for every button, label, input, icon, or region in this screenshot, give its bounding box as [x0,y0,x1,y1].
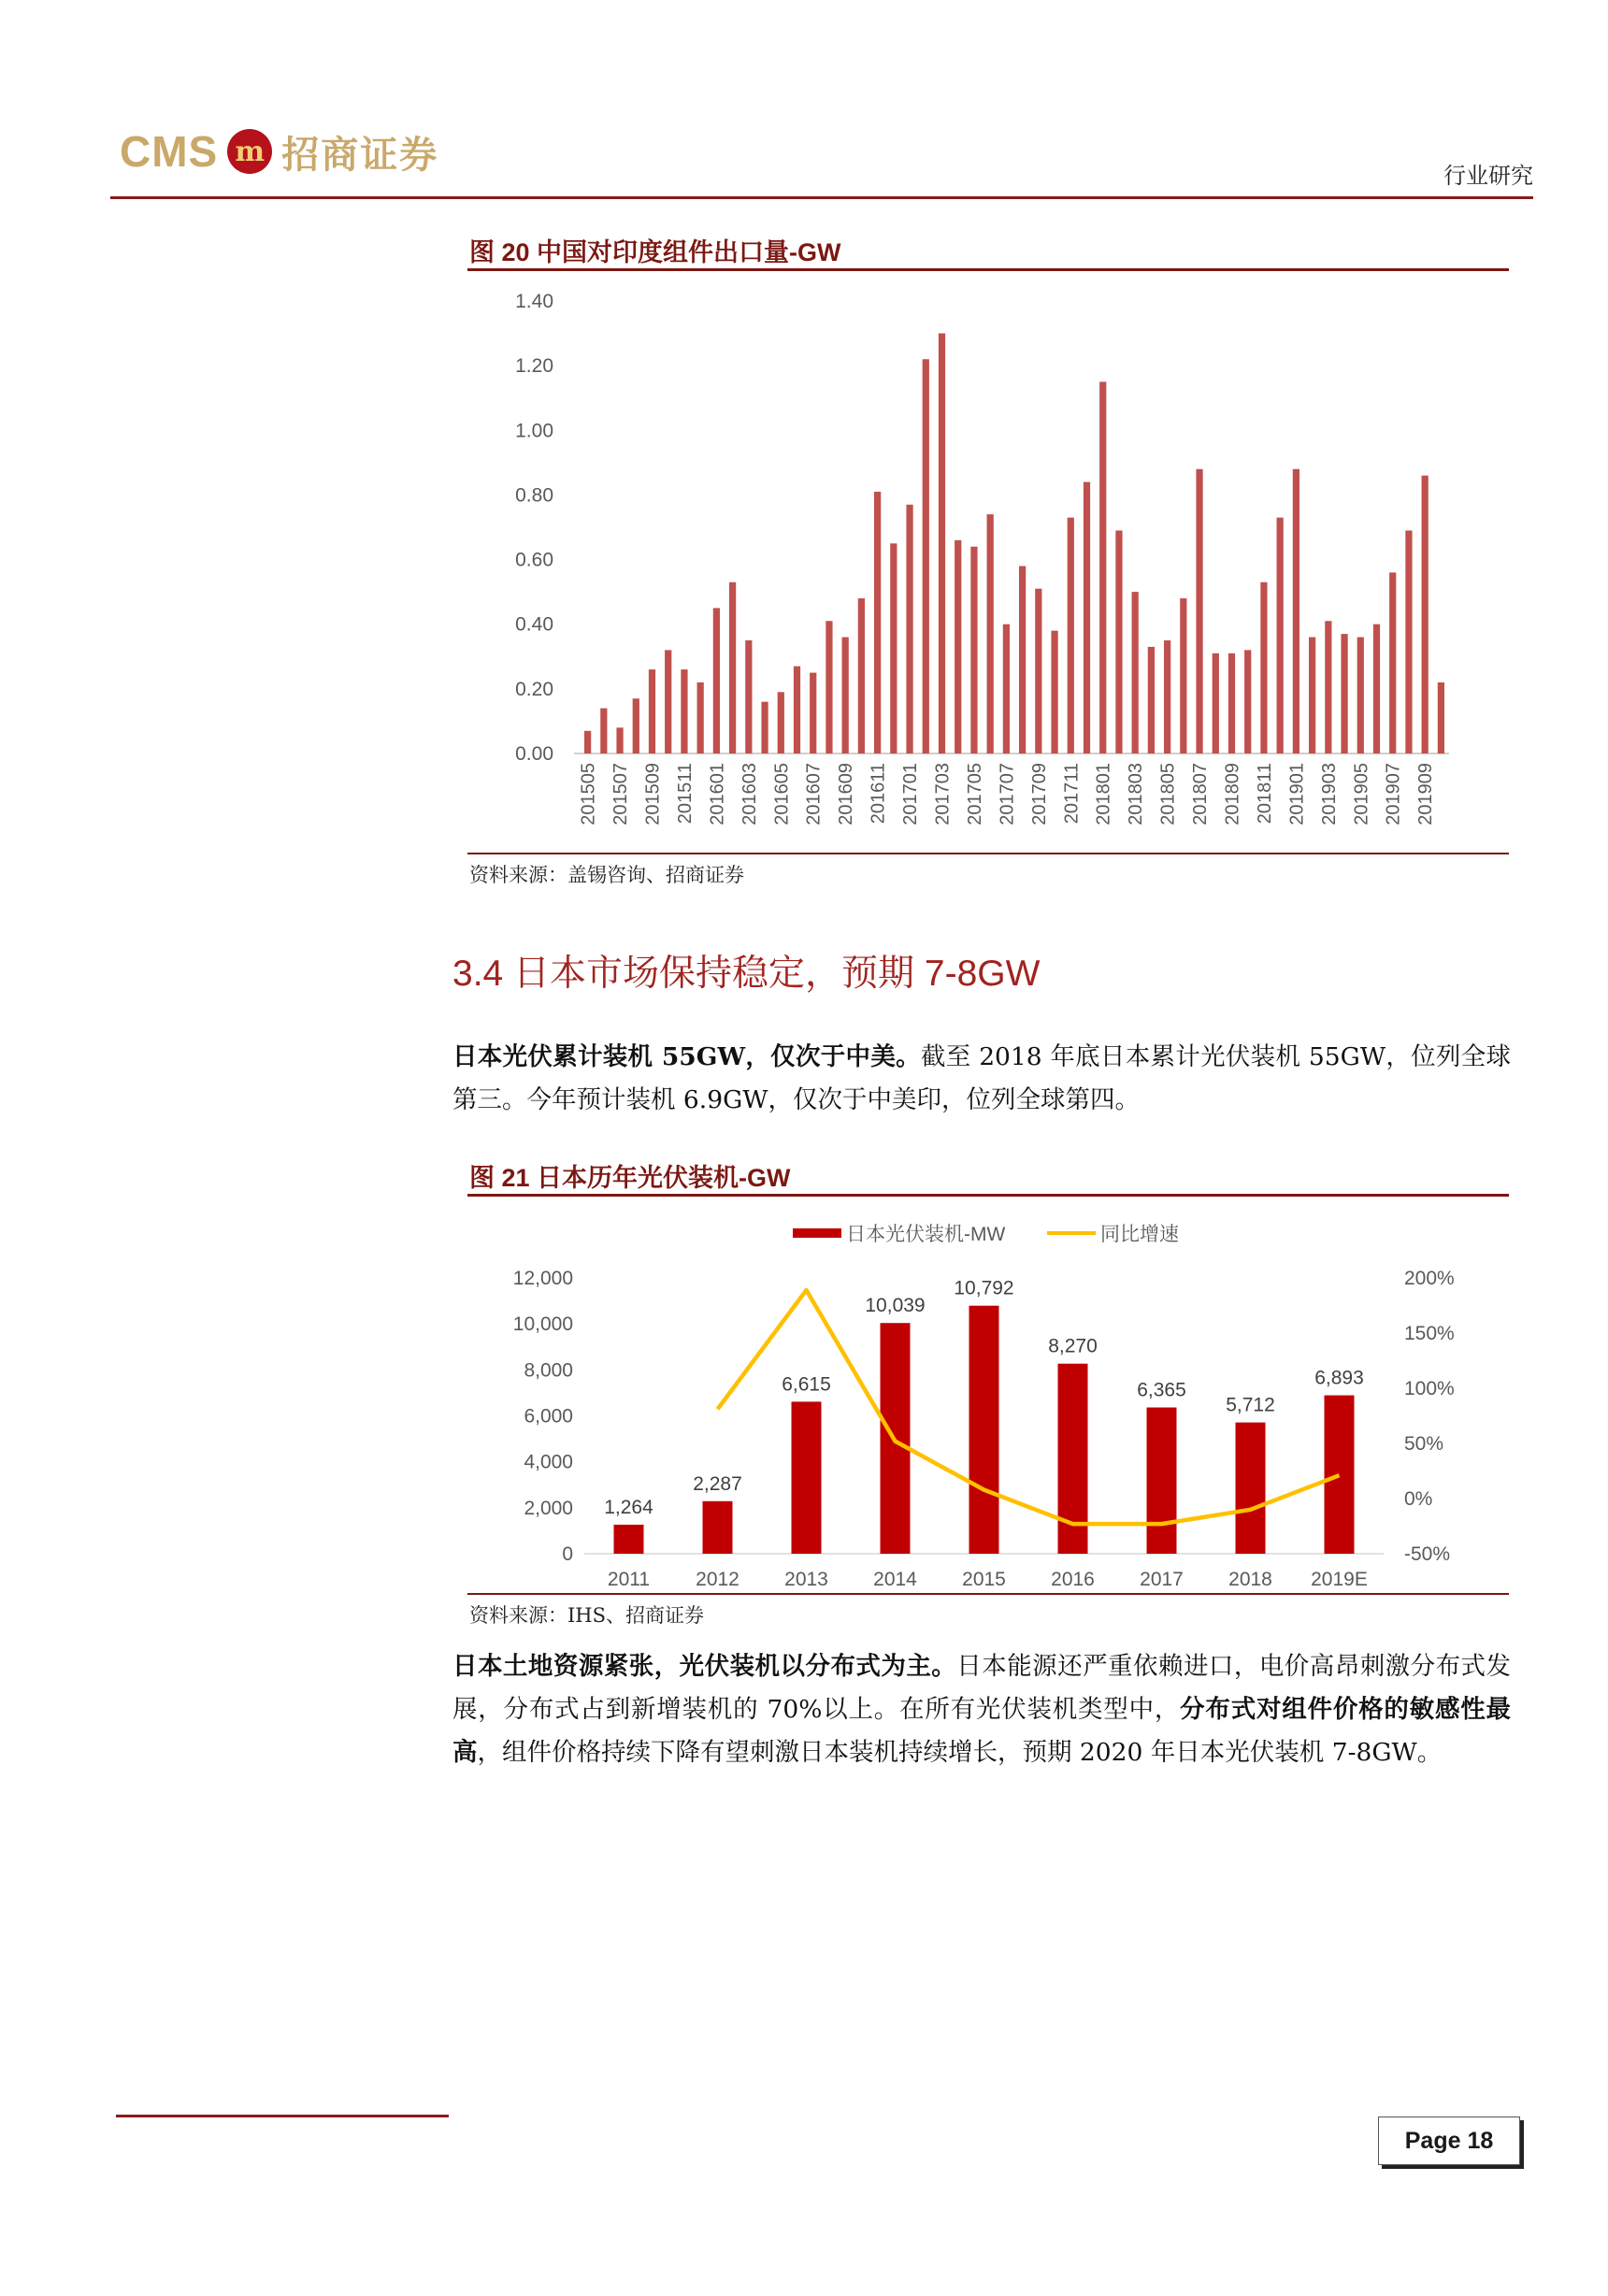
right-tick-label: 0% [1404,1488,1433,1510]
x-tick-label: 201605 [771,763,793,825]
bar-201506 [600,709,607,753]
bar-201803 [1132,592,1139,753]
paragraph-japan-cumulative [452,1036,1511,1122]
x-tick-label: 201601 [707,763,728,825]
bar-201810 [1244,650,1251,753]
x-tick-label: 201607 [803,763,825,825]
page-label: Page [1404,2127,1461,2154]
bar-201904 [1341,634,1347,753]
paragraph-body: 日本能源还严重依赖进口，电价高昂刺激分布式发展，分布式占到新增装机的 70%以上。在所有光伏装机类型中， [452,1652,1512,1724]
bar-201909 [1422,476,1429,753]
x-tick-label: 201707 [997,763,1018,825]
data-label-2015: 10,792 [954,1277,1014,1299]
bar-201704 [955,540,961,753]
bar-201806 [1180,598,1186,753]
legend-bar-label: 日本光伏装机-MW [846,1224,1006,1245]
x-tick-label: 201709 [1028,763,1050,825]
bar-201607 [810,673,816,753]
bar-201905 [1357,638,1364,753]
data-label-2016: 8,270 [1048,1335,1098,1357]
data-label-2012: 2,287 [693,1472,742,1495]
y-tick-label: 0.40 [515,613,553,636]
bar-2019E [1325,1396,1355,1554]
paragraph-japan-distributed [452,1645,1511,1774]
bar-201603 [745,640,752,753]
left-tick-label: 12,000 [512,1268,573,1289]
section-heading: 3.4 日本市场保持稳定，预期 7-8GW [452,954,1041,994]
bar-201804 [1148,647,1155,753]
x-tick-label: 201805 [1157,763,1179,825]
bar-201811 [1260,582,1267,753]
x-tick-label: 201807 [1190,763,1212,825]
bar-201706 [987,514,994,753]
logo-badge-icon: m [227,129,272,174]
data-label-2018: 5,712 [1226,1394,1275,1416]
footer-divider [116,2115,449,2117]
left-tick-label: 2,000 [524,1497,573,1519]
left-tick-label: 10,000 [512,1313,573,1336]
report-category: 行业研究 [1443,163,1533,189]
header-divider [110,196,1533,199]
company-logo [120,123,438,179]
bar-201509 [649,669,655,753]
y-tick-label: 1.20 [515,355,553,378]
bar-201609 [842,638,849,753]
bar-2012 [703,1501,733,1554]
x-tick-label: 201711 [1061,763,1083,825]
bar-201908 [1405,530,1412,753]
bar-201801 [1099,381,1106,753]
y-tick-label: 1.40 [515,291,553,312]
x-tick-label: 2019E [1311,1569,1368,1590]
bar-2017 [1147,1408,1177,1554]
figure21-bottom-rule [467,1593,1509,1595]
bar-201902 [1309,638,1315,753]
x-tick-label: 201511 [674,763,696,825]
x-tick-label: 2012 [696,1569,739,1590]
figure21-source: 资料来源：IHS、招商证券 [469,1604,704,1627]
x-tick-label: 2015 [962,1569,1006,1590]
x-tick-label: 2013 [784,1569,828,1590]
bar-2015 [969,1306,999,1554]
x-tick-label: 2016 [1051,1569,1095,1590]
figure20-title-rule [467,268,1509,271]
left-tick-label: 0 [562,1543,573,1565]
x-tick-label: 201905 [1351,763,1372,825]
y-tick-label: 1.00 [515,420,553,442]
bar-201604 [761,702,768,753]
right-tick-label: -50% [1404,1543,1451,1565]
x-tick-label: 201611 [868,763,889,825]
x-tick-label: 201901 [1286,763,1308,825]
y-tick-label: 0.00 [515,743,553,765]
figure20-bottom-rule [467,853,1509,854]
bar-201812 [1277,518,1284,753]
bar-201707 [1003,624,1010,753]
bar-201608 [826,621,832,753]
bar-201710 [1051,631,1057,753]
x-tick-label: 201609 [836,763,857,825]
bar-201605 [778,692,784,753]
bar-201511 [681,669,687,753]
bar-201612 [890,543,897,753]
x-tick-label: 201509 [642,763,664,825]
right-tick-label: 150% [1404,1323,1455,1344]
x-tick-label: 201909 [1415,763,1437,825]
bar-201805 [1164,640,1170,753]
x-tick-label: 201703 [932,763,954,825]
bar-2011 [614,1525,644,1554]
y-tick-label: 0.60 [515,549,553,571]
left-tick-label: 8,000 [524,1359,573,1382]
paragraph-body-end: ，组件价格持续下降有望刺激日本装机持续增长，预期 2020 年日本光伏装机 7-8GW。 [477,1738,1443,1767]
bar-201709 [1035,589,1041,753]
figure21-title-rule [467,1194,1509,1197]
figure20-title: 图 20 中国对印度组件出口量-GW [469,238,841,266]
x-tick-label: 201809 [1222,763,1243,825]
right-tick-label: 200% [1404,1268,1455,1289]
page-number: 18 [1467,2127,1494,2154]
right-tick-label: 100% [1404,1378,1455,1399]
data-label-2011: 1,264 [604,1496,653,1518]
bar-2013 [792,1401,822,1554]
bar-2018 [1236,1423,1266,1554]
left-tick-label: 4,000 [524,1451,573,1473]
figure21-chart [467,1198,1511,1591]
bar-201508 [633,698,639,753]
x-tick-label: 201507 [610,763,632,825]
data-label-2017: 6,365 [1137,1379,1186,1401]
data-label-2013: 6,615 [782,1373,831,1396]
legend-bar-swatch [793,1228,841,1238]
x-tick-label: 201505 [578,763,599,825]
x-tick-label: 201603 [739,763,760,825]
x-tick-label: 201701 [900,763,922,825]
bar-201901 [1293,469,1299,753]
bar-201510 [665,650,671,753]
bar-201601 [713,608,720,753]
paragraph-lead: 日本光伏累计装机 55GW，仅次于中美。 [452,1042,921,1071]
bar-201906 [1373,624,1380,753]
paragraph-emphasis: 分布式对组件价格的敏感性最高 [452,1695,1512,1767]
bar-201711 [1068,518,1074,753]
left-tick-label: 6,000 [524,1405,573,1428]
figure21-title: 图 21 日本历年光伏装机-GW [469,1164,791,1192]
bar-201809 [1228,653,1235,753]
data-label-2019E: 6,893 [1314,1367,1364,1389]
page-number-box [1378,2117,1520,2165]
logo-chinese: 招商证券 [281,132,439,177]
bar-201701 [906,505,912,753]
bar-201512 [697,682,704,753]
bar-201610 [858,598,865,753]
x-tick-label: 201903 [1318,763,1340,825]
bar-201802 [1115,530,1122,753]
x-tick-label: 2018 [1228,1569,1272,1590]
x-tick-label: 2014 [873,1569,917,1590]
x-tick-label: 201705 [964,763,985,825]
x-tick-label: 201801 [1093,763,1114,825]
data-label-2014: 10,039 [865,1295,926,1317]
bar-201807 [1196,469,1202,753]
bar-201903 [1325,621,1331,753]
bar-201808 [1213,653,1219,753]
bar-201910 [1438,682,1444,753]
right-tick-label: 50% [1404,1433,1444,1455]
x-tick-label: 2011 [607,1569,651,1590]
bar-201703 [939,334,945,753]
bar-201907 [1389,572,1396,753]
bar-201702 [923,359,929,753]
figure20-chart [467,273,1511,851]
x-tick-label: 201907 [1383,762,1404,825]
bar-201705 [970,547,977,753]
paragraph-body: 截至 2018 年底日本累计光伏装机 55GW，位列全球第三。今年预计装机 6.9GW，仅次于中美印，位列全球第四。 [452,1042,1512,1114]
bar-201611 [874,492,881,753]
logo-latin: CMS [120,127,219,176]
bar-201602 [729,582,736,753]
y-tick-label: 0.20 [515,678,553,700]
bar-201505 [584,731,591,753]
bar-201606 [794,667,800,753]
legend-line-label: 同比增速 [1100,1224,1179,1245]
bar-201712 [1084,482,1090,753]
bar-201507 [616,727,623,753]
y-tick-label: 0.80 [515,484,553,507]
bar-201708 [1019,566,1026,753]
figure20-source: 资料来源：盖锡咨询、招商证券 [469,864,744,886]
paragraph-lead: 日本土地资源紧张，光伏装机以分布式为主。 [452,1652,957,1681]
x-tick-label: 2017 [1140,1569,1184,1590]
x-tick-label: 201811 [1254,763,1275,825]
x-tick-label: 201803 [1126,763,1147,825]
